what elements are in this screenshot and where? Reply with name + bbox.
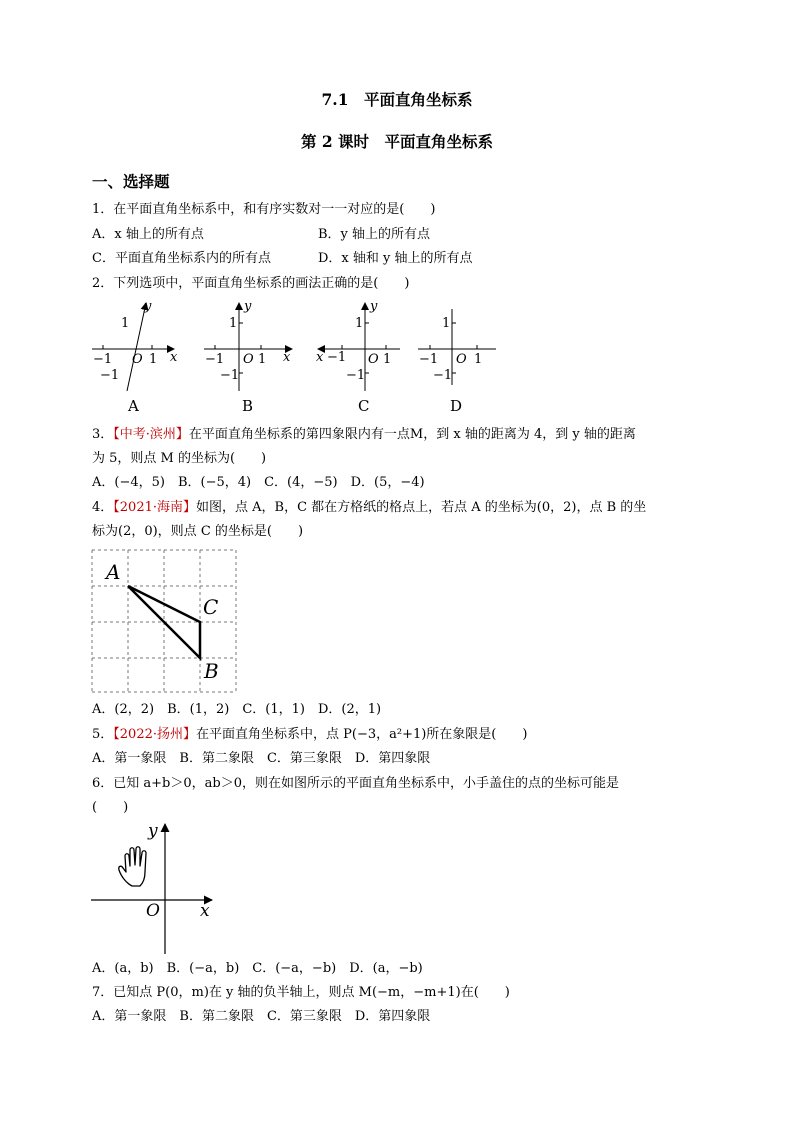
q2d-neg-one-x: −1 — [419, 352, 439, 367]
q2-option-a-figure — [92, 299, 178, 415]
q2d-neg-one-y: −1 — [433, 368, 453, 383]
q2-stem: 2．下列选项中，平面直角坐标系的画法正确的是( ) — [92, 276, 410, 291]
q5-line-1 — [92, 727, 527, 743]
q2-label-b: B — [242, 397, 254, 415]
q7-options: A．第一象限 B．第二象限 C．第三象限 D．第四象限 — [92, 1009, 431, 1024]
q2b-neg-one-x: −1 — [205, 352, 225, 367]
q4-grid-figure — [88, 546, 240, 696]
q4-point-b: B — [204, 659, 219, 683]
q4-line-1 — [92, 500, 646, 516]
q2a-origin: O — [132, 352, 143, 367]
q5-options: A．第一象限 B．第二象限 C．第三象限 D．第四象限 — [92, 751, 431, 766]
q2a-neg-one-x: −1 — [93, 352, 113, 367]
q5-text: 在平面直角坐标系中，点 P(−3，a²+1)所在象限是( ) — [196, 727, 528, 742]
q2-option-c-figure — [316, 299, 400, 415]
q2b-y-label: y — [244, 299, 252, 314]
q5-number: 5． — [92, 727, 114, 742]
q2a-one-y: 1 — [121, 316, 130, 331]
q6-origin: O — [146, 901, 160, 921]
q6-options: A．(a，b) B．(−a，b) C．(−a，−b) D．(a，−b) — [92, 961, 423, 976]
q2c-origin: O — [368, 352, 379, 367]
q4-text-2: 标为(2，0)，则点 C 的坐标是( ) — [92, 524, 304, 539]
q7-stem: 7．已知点 P(0，m)在 y 轴的负半轴上，则点 M(−m，−m+1)在( ) — [92, 985, 510, 1000]
q2d-one-y: 1 — [442, 316, 451, 331]
q2a-y-label: y — [144, 299, 152, 314]
q3-source-tag: 【中考·滨州】 — [113, 427, 189, 442]
q2c-neg-one-y: −1 — [346, 368, 366, 383]
q2c-one-y: 1 — [355, 316, 364, 331]
q3-line-1 — [92, 427, 636, 443]
q1-option-a: A．x 轴上的所有点 — [92, 227, 204, 242]
q4-point-c: C — [203, 595, 219, 619]
q3-number: 3． — [92, 427, 114, 442]
q3-text-2: 为 5，则点 M 的坐标为( ) — [92, 451, 267, 466]
q4-source-tag: 【2021·海南】 — [113, 500, 196, 515]
q2d-origin: O — [456, 352, 467, 367]
q6-text-1: 6．已知 a+b＞0，ab＞0，则在如图所示的平面直角坐标系中，小手盖住的点的坐标可能是 — [92, 776, 619, 791]
q6-y-label: y — [148, 821, 158, 841]
q6-x-label: x — [200, 901, 210, 921]
q3-options: A．(−4，5) B．(−5，4) C．(4，−5) D．(5，−4) — [92, 475, 425, 490]
q2c-x-label: x — [316, 350, 324, 365]
q4-number: 4． — [92, 500, 114, 515]
q5-source-tag: 【2022·扬州】 — [113, 727, 196, 742]
q1-option-c: C．平面直角坐标系内的所有点 — [92, 251, 271, 266]
q4-point-a: A — [106, 560, 121, 584]
q2c-one-x: 1 — [383, 352, 392, 367]
q2b-one-y: 1 — [229, 316, 238, 331]
q2b-neg-one-y: −1 — [220, 368, 240, 383]
q6-hand-figure — [88, 820, 228, 958]
q2-option-d-figure — [418, 309, 496, 415]
q3-text-1: 在平面直角坐标系的第四象限内有一点M，到 x 轴的距离为 4，到 y 轴的距离 — [188, 427, 636, 442]
section-heading: 一、选择题 — [92, 172, 170, 191]
q2a-one-x: 1 — [149, 352, 158, 367]
q2b-origin: O — [243, 352, 254, 367]
q2c-y-label: y — [370, 299, 378, 314]
q2b-one-x: 1 — [258, 352, 267, 367]
q4-options: A．(2，2) B．(1，2) C．(1，1) D．(2，1) — [92, 702, 382, 717]
q2a-neg-one-y: −1 — [100, 368, 120, 383]
q1-option-d: D．x 轴和 y 轴上的所有点 — [318, 251, 473, 266]
page-title: 7.1 平面直角坐标系 — [321, 90, 473, 109]
q2-label-a: A — [128, 397, 139, 415]
q4-text-1: 如图，点 A，B，C 都在方格纸的格点上，若点 A 的坐标为(0，2)，点 B 的坐 — [196, 500, 647, 515]
q2-label-c: C — [358, 397, 370, 415]
q2d-one-x: 1 — [474, 352, 483, 367]
q1-option-b: B．y 轴上的所有点 — [318, 227, 431, 242]
hand-icon — [119, 847, 146, 886]
q2-label-d: D — [450, 397, 463, 415]
lesson-subtitle: 第 2 课时 平面直角坐标系 — [300, 132, 494, 151]
q2b-x-label: x — [283, 350, 291, 365]
q6-text-2: ( ) — [92, 800, 129, 815]
q1-stem: 1．在平面直角坐标系中，和有序实数对一一对应的是( ) — [92, 202, 436, 217]
q2-option-b-figure — [204, 299, 292, 415]
q2-coordinate-options-figure — [88, 295, 508, 417]
q2a-x-label: x — [170, 350, 178, 365]
q2c-neg-one-x: −1 — [327, 350, 347, 365]
